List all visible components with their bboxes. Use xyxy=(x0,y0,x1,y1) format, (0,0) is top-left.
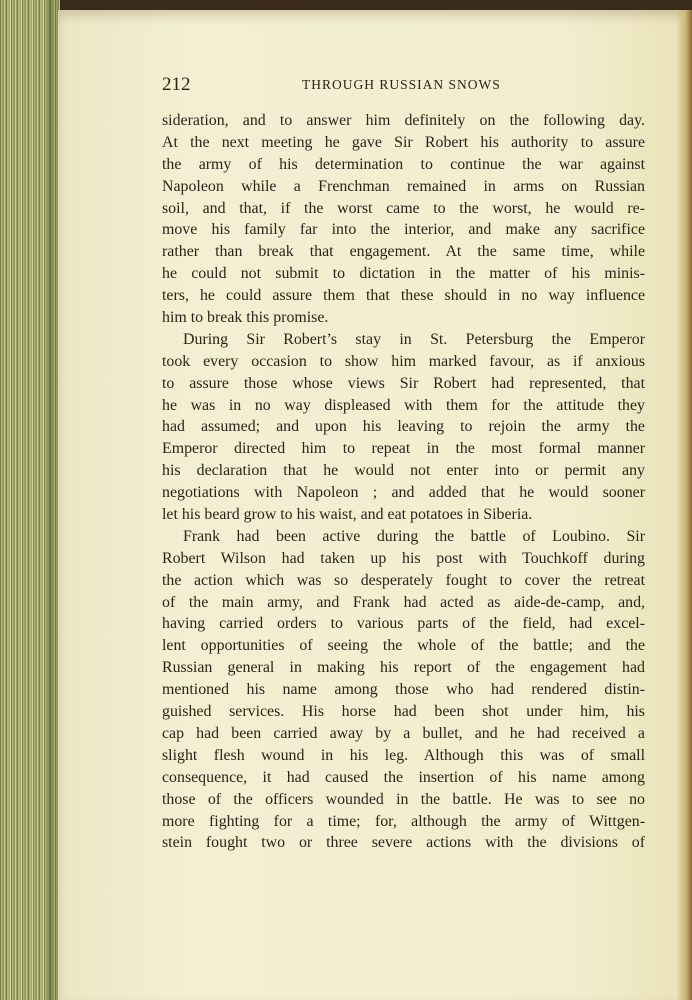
text-line: soil, and that, if the worst came to the worst, he would re- xyxy=(162,199,645,217)
text-line: he could not submit to dictation in the matter of his minis- xyxy=(162,265,645,283)
text-line: mentioned his name among those who had rendered distin- xyxy=(162,681,645,699)
text-line: him to break this promise. xyxy=(162,309,329,327)
text-line: stein fought two or three severe actions with the divisions of xyxy=(162,834,645,852)
text-line: negotiations with Napoleon ; and added that he would sooner xyxy=(162,484,645,502)
text-line: At the next meeting he gave Sir Robert his authority to assure xyxy=(162,133,645,151)
text-line: took every occasion to show him marked favour, as if anxious xyxy=(162,352,645,370)
text-line: During Sir Robert’s stay in St. Petersburg the Emperor xyxy=(183,330,645,348)
page-edge-shading xyxy=(676,10,692,1000)
text-line: of the main army, and Frank had acted as aide-de-camp, and, xyxy=(162,593,645,611)
text-line: Napoleon while a Frenchman remained in arms on Russian xyxy=(162,177,645,195)
text-line: consequence, it had caused the insertion of his name among xyxy=(162,768,645,786)
text-line: the army of his determination to continue the war against xyxy=(162,155,645,173)
text-line: to assure those whose views Sir Robert had represented, that xyxy=(162,374,645,392)
text-line: Frank had been active during the battle of Loubino. Sir xyxy=(183,527,645,545)
text-line: those of the officers wounded in the battle. He was to see no xyxy=(162,790,645,808)
text-line: having carried orders to various parts of the field, had excel- xyxy=(162,615,645,633)
text-line: slight flesh wound in his leg. Although this was of small xyxy=(162,746,645,764)
text-line: the action which was so desperately fought to cover the retreat xyxy=(162,571,645,589)
text-line: rather than break that engagement. At the same time, while xyxy=(162,243,645,261)
page-number: 212 xyxy=(162,74,191,95)
body-text xyxy=(162,110,645,854)
text-line: more fighting for a time; for, although the army of Wittgen- xyxy=(162,812,645,830)
text-line: Emperor directed him to repeat in the most formal manner xyxy=(162,440,645,458)
text-line: guished services. His horse had been shot under him, his xyxy=(162,703,645,721)
text-line: move his family far into the interior, and make any sacrifice xyxy=(162,221,645,239)
text-line: had assumed; and upon his leaving to rejoin the army the xyxy=(162,418,645,436)
scan-top-border xyxy=(0,0,692,10)
text-line: ters, he could assure them that these should in no way influence xyxy=(162,287,645,305)
text-line: his declaration that he would not enter into or permit any xyxy=(162,462,645,480)
text-line: he was in no way displeased with them for the attitude they xyxy=(162,396,645,414)
text-line: lent opportunities of seeing the whole of the battle; and the xyxy=(162,637,645,655)
text-line: Robert Wilson had taken up his post with Touchkoff during xyxy=(162,549,645,567)
text-line: sideration, and to answer him definitely on the following day. xyxy=(162,112,645,129)
running-head: THROUGH RUSSIAN SNOWS xyxy=(302,77,501,92)
text-line: Russian general in making his report of the engagement had xyxy=(162,659,645,677)
text-line: cap had been carried away by a bullet, and he had received a xyxy=(162,724,645,742)
text-line: let his beard grow to his waist, and eat potatoes in Siberia. xyxy=(162,506,533,524)
